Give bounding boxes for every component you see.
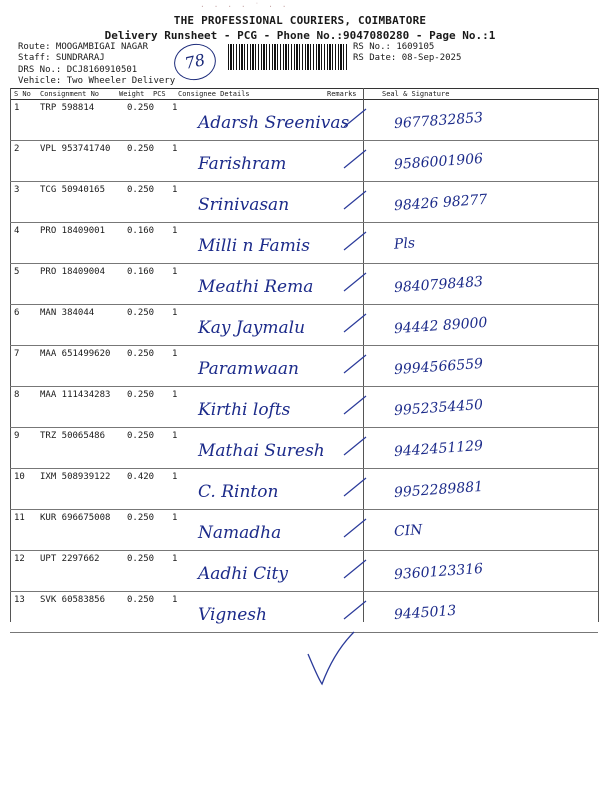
remarks-slash-mark xyxy=(340,433,370,459)
consignment-number: PRO 18409004 xyxy=(40,267,106,277)
consignment-number: VPL 953741740 xyxy=(40,144,111,154)
signature-handwriting: 9445013 xyxy=(393,602,457,624)
column-divider xyxy=(598,88,599,622)
weight-value: 0.160 xyxy=(127,267,155,277)
remarks-slash-mark xyxy=(340,228,370,254)
signature-handwriting: 9952289881 xyxy=(393,478,484,502)
remarks-slash-mark xyxy=(340,187,370,213)
table-row xyxy=(10,345,598,386)
consignment-number: PRO 18409001 xyxy=(40,226,106,236)
remarks-slash-mark xyxy=(340,146,370,172)
consignee-handwriting: Adarsh Sreenivas xyxy=(198,113,350,133)
table-row xyxy=(10,591,598,632)
rs-number: RS No.: 1609105 xyxy=(353,42,435,52)
row-serial-number: 12 xyxy=(14,554,25,564)
row-serial-number: 3 xyxy=(14,185,20,195)
col-header-seal: Seal & Signature xyxy=(382,90,450,98)
col-header-weight: Weight xyxy=(119,90,145,98)
consignee-handwriting: Mathai Suresh xyxy=(198,441,325,461)
consignee-handwriting: Namadha xyxy=(198,523,282,543)
route-label: Route: MOOGAMBIGAI NAGAR xyxy=(18,42,149,52)
row-serial-number: 10 xyxy=(14,472,25,482)
row-serial-number: 1 xyxy=(14,103,20,113)
runsheet-subtitle: Delivery Runsheet - PCG - Phone No.:9047080280 - Page No.:1 xyxy=(104,29,496,42)
row-serial-number: 2 xyxy=(14,144,20,154)
remarks-slash-mark xyxy=(340,392,370,418)
consignee-handwriting: Paramwaan xyxy=(198,359,299,379)
company-title: THE PROFESSIONAL COURIERS, COIMBATORE xyxy=(173,14,427,27)
row-serial-number: 9 xyxy=(14,431,20,441)
pieces-count: 1 xyxy=(172,349,178,359)
table-row xyxy=(10,99,598,140)
consignment-number: TRZ 50065486 xyxy=(40,431,106,441)
consignee-handwriting: Aadhi City xyxy=(198,564,288,584)
consignee-handwriting: Kirthi lofts xyxy=(198,400,291,420)
signature-handwriting: 9677832853 xyxy=(393,109,484,133)
weight-value: 0.160 xyxy=(127,226,155,236)
table-row xyxy=(10,222,598,263)
weight-value: 0.250 xyxy=(127,431,155,441)
row-serial-number: 5 xyxy=(14,267,20,277)
signature-handwriting: 9840798483 xyxy=(393,273,484,297)
col-header-consignment: Consignment No xyxy=(40,90,100,98)
consignment-number: MAA 111434283 xyxy=(40,390,111,400)
weight-value: 0.250 xyxy=(127,144,155,154)
col-header-sno: S No xyxy=(14,90,31,98)
weight-value: 0.250 xyxy=(127,103,155,113)
consignment-number: UPT 2297662 xyxy=(40,554,100,564)
row-serial-number: 7 xyxy=(14,349,20,359)
row-serial-number: 4 xyxy=(14,226,20,236)
consignment-number: TCG 50940165 xyxy=(40,185,106,195)
remarks-slash-mark xyxy=(340,269,370,295)
pieces-count: 1 xyxy=(172,226,178,236)
col-header-consignee: Consignee Details xyxy=(178,90,250,98)
table-top-rule xyxy=(10,88,598,89)
consignment-number: MAA 651499620 xyxy=(40,349,111,359)
weight-value: 0.250 xyxy=(127,513,155,523)
pieces-count: 1 xyxy=(172,267,178,277)
table-row xyxy=(10,386,598,427)
col-header-remarks: Remarks xyxy=(327,90,357,98)
signature-handwriting: Pls xyxy=(393,235,416,253)
staff-label: Staff: SUNDRARAJ xyxy=(18,53,105,63)
pieces-count: 1 xyxy=(172,308,178,318)
pieces-count: 1 xyxy=(172,595,178,605)
consignment-number: SVK 60583856 xyxy=(40,595,106,605)
weight-value: 0.250 xyxy=(127,185,155,195)
remarks-slash-mark xyxy=(340,105,370,131)
circled-count-note: 78 xyxy=(171,40,220,84)
pieces-count: 1 xyxy=(172,431,178,441)
pieces-count: 1 xyxy=(172,554,178,564)
weight-value: 0.420 xyxy=(127,472,155,482)
consignee-handwriting: Vignesh xyxy=(198,605,267,625)
consignee-handwriting: Meathi Rema xyxy=(198,277,314,297)
consignee-handwriting: C. Rinton xyxy=(198,482,279,502)
signature-handwriting: 9952354450 xyxy=(393,396,484,420)
table-row xyxy=(10,304,598,345)
row-serial-number: 11 xyxy=(14,513,25,523)
pieces-count: 1 xyxy=(172,472,178,482)
remarks-slash-mark xyxy=(340,474,370,500)
consignment-number: KUR 696675008 xyxy=(40,513,111,523)
consignee-handwriting: Kay Jaymalu xyxy=(198,318,306,338)
table-row xyxy=(10,509,598,550)
pieces-count: 1 xyxy=(172,103,178,113)
weight-value: 0.250 xyxy=(127,308,155,318)
signature-handwriting: 94442 89000 xyxy=(393,314,488,338)
signature-handwriting: 98426 98277 xyxy=(393,191,488,215)
barcode-image xyxy=(228,44,348,70)
weight-value: 0.250 xyxy=(127,595,155,605)
signature-handwriting: 9994566559 xyxy=(393,355,484,379)
remarks-slash-mark xyxy=(340,310,370,336)
col-header-pcs: PCS xyxy=(153,90,166,98)
signature-handwriting: CIN xyxy=(393,522,424,540)
remarks-slash-mark xyxy=(340,515,370,541)
pieces-count: 1 xyxy=(172,144,178,154)
pieces-count: 1 xyxy=(172,513,178,523)
table-row xyxy=(10,468,598,509)
consignee-handwriting: Milli n Famis xyxy=(198,236,310,256)
checkmark-icon xyxy=(302,628,362,688)
consignee-handwriting: Farishram xyxy=(198,154,287,174)
table-row xyxy=(10,140,598,181)
row-serial-number: 8 xyxy=(14,390,20,400)
table-row xyxy=(10,181,598,222)
signature-handwriting: 9360123316 xyxy=(393,560,484,584)
row-serial-number: 13 xyxy=(14,595,25,605)
table-row xyxy=(10,427,598,468)
rs-date: RS Date: 08-Sep-2025 xyxy=(353,53,462,63)
row-serial-number: 6 xyxy=(14,308,20,318)
drs-label: DRS No.: DCJ8160910501 xyxy=(18,65,138,75)
weight-value: 0.250 xyxy=(127,390,155,400)
consignee-handwriting: Srinivasan xyxy=(198,195,290,215)
signature-handwriting: 9586001906 xyxy=(393,150,484,174)
pieces-count: 1 xyxy=(172,390,178,400)
consignment-number: TRP 598814 xyxy=(40,103,95,113)
remarks-slash-mark xyxy=(340,597,370,623)
remarks-slash-mark xyxy=(340,351,370,377)
consignment-number: MAN 384044 xyxy=(40,308,95,318)
vehicle-label: Vehicle: Two Wheeler Delivery xyxy=(18,76,176,86)
weight-value: 0.250 xyxy=(127,349,155,359)
table-row xyxy=(10,550,598,591)
weight-value: 0.250 xyxy=(127,554,155,564)
faint-stamp-marks: · · · · ˙ · · xyxy=(200,2,289,11)
table-row xyxy=(10,263,598,304)
remarks-slash-mark xyxy=(340,556,370,582)
pieces-count: 1 xyxy=(172,185,178,195)
consignment-number: IXM 508939122 xyxy=(40,472,111,482)
signature-handwriting: 9442451129 xyxy=(393,437,484,461)
